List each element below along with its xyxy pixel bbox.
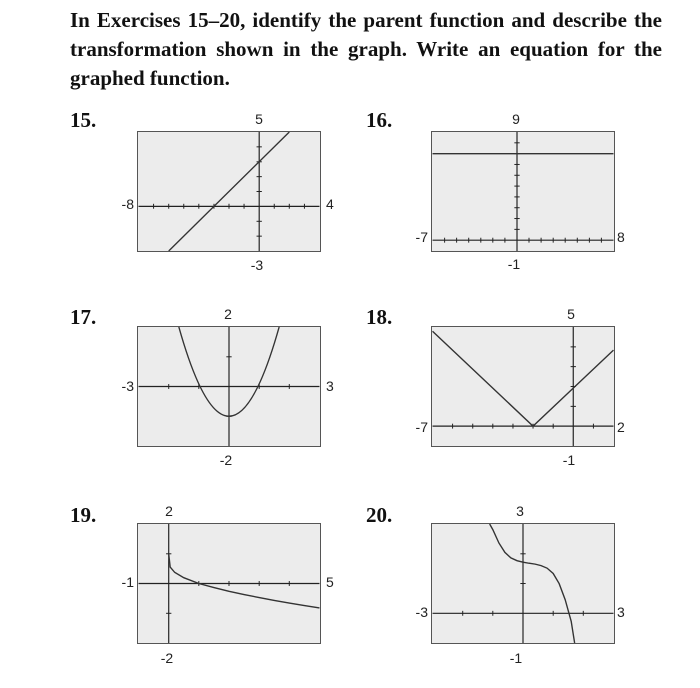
graph-screen-18 [431, 326, 615, 447]
graph-17 [138, 327, 320, 446]
ymin-label: -1 [562, 452, 576, 468]
axis-ticks [445, 143, 602, 243]
graph-screen-20 [431, 523, 615, 644]
graph-screen-15 [137, 131, 321, 252]
graph-18 [432, 327, 614, 446]
xmin-label: -3 [121, 378, 134, 394]
ymin-label: -3 [250, 257, 264, 273]
ymax-label: 9 [512, 111, 520, 127]
ymin-label: -1 [509, 650, 523, 666]
exercise-number: 17. [70, 305, 97, 329]
exercise-number: 18. [366, 305, 393, 329]
function-curve [169, 554, 320, 608]
exercise-number: 19. [70, 503, 97, 527]
xmax-label: 2 [617, 419, 625, 435]
ymin-label: -2 [219, 452, 233, 468]
xmax-label: 5 [326, 574, 334, 590]
xmin-label: -7 [415, 229, 428, 245]
xmin-label: -1 [121, 574, 134, 590]
ymin-label: -1 [507, 256, 521, 272]
ymax-label: 5 [255, 111, 263, 127]
ymin-label: -2 [160, 650, 174, 666]
xmax-label: 4 [326, 196, 334, 212]
graph-screen-17 [137, 326, 321, 447]
graph-screen-19 [137, 523, 321, 644]
exercise-number: 20. [366, 503, 393, 527]
graph-screen-16 [431, 131, 615, 252]
xmin-label: -8 [121, 196, 134, 212]
ymax-label: 2 [165, 503, 173, 519]
function-line [433, 331, 614, 426]
function-curve [490, 524, 575, 643]
xmax-label: 3 [617, 604, 625, 620]
exercise-number: 16. [366, 108, 393, 132]
xmax-label: 8 [617, 229, 625, 245]
ymax-label: 3 [516, 503, 524, 519]
graph-15 [138, 132, 320, 251]
xmin-label: -7 [415, 419, 428, 435]
exercise-number: 15. [70, 108, 97, 132]
xmin-label: -3 [415, 604, 428, 620]
graph-16 [432, 132, 614, 251]
ymax-label: 2 [224, 306, 232, 322]
graph-19 [138, 524, 320, 643]
xmax-label: 3 [326, 378, 334, 394]
function-line [169, 132, 290, 251]
ymax-label: 5 [567, 306, 575, 322]
instructions: In Exercises 15–20, identify the parent function and describe the transformation shown in the graph. Write an equation for the graphed function. [70, 8, 662, 90]
graph-20 [432, 524, 614, 643]
